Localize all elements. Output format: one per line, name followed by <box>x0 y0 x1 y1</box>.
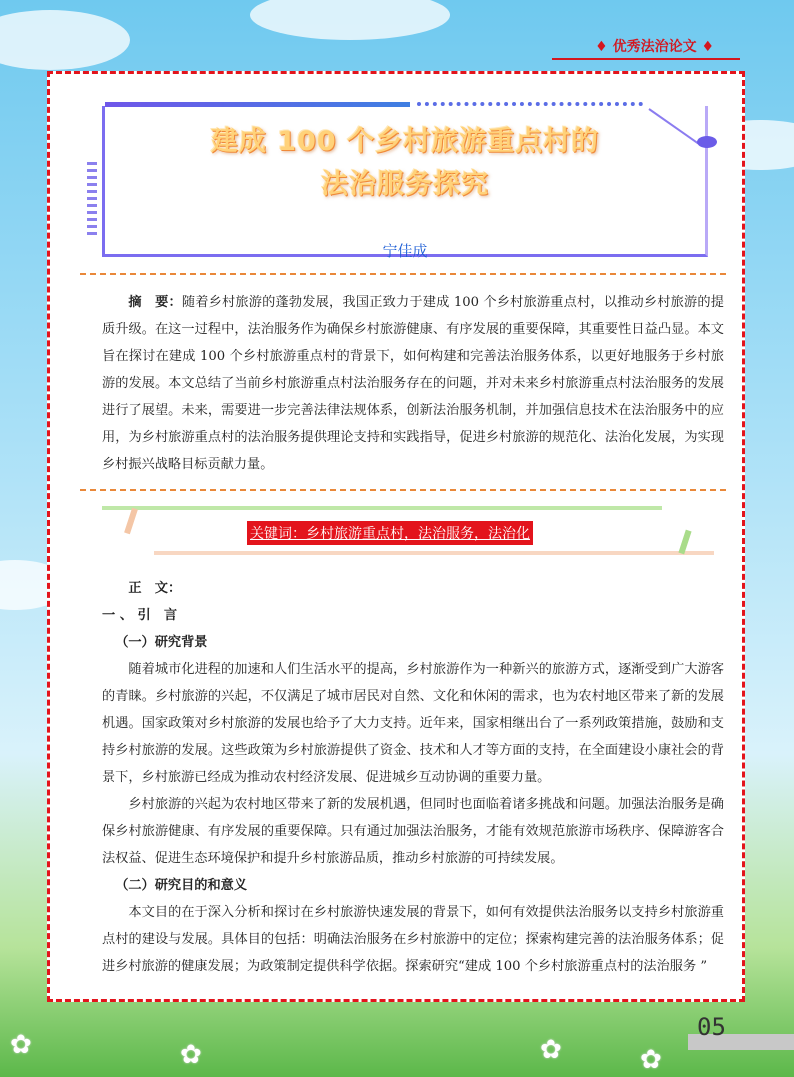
section-heading: 一 、 引 言 <box>102 608 178 623</box>
section-tag: ♦ 优秀法治论文 ♦ <box>595 39 714 55</box>
article-title <box>105 120 705 206</box>
flower-decoration: ✿ <box>10 1030 32 1060</box>
cloud-decoration <box>250 0 450 40</box>
flower-decoration: ✿ <box>640 1045 662 1075</box>
abstract <box>102 289 724 478</box>
title-top-bar <box>105 102 410 107</box>
flower-decoration: ✿ <box>540 1035 562 1065</box>
title-line-1: 建成 100 个乡村旅游重点村的 <box>210 126 600 157</box>
main-body <box>102 575 724 980</box>
author-name: 宁佳成 <box>382 242 428 260</box>
body-label: 正 文： <box>128 581 182 596</box>
subsection-heading-1: （一）研究背景 <box>115 635 208 650</box>
paragraph-2: 乡村旅游的兴起为农村地区带来了新的发展机遇，但同时也面临着诸多挑战和问题。加强法治服务是确保乡村旅游健康、有序发展的重要保障。只有通过加强法治服务，才能有效规范旅游市场秩序、保障游客合法权益、促进生态环境保护和提升乡村旅游品质，推动乡村旅游的可持续发展。 <box>102 797 724 866</box>
paragraph-1: 随着城市化进程的加速和人们生活水平的提高，乡村旅游作为一种新兴的旅游方式，逐渐受到广大游客的青睐。乡村旅游的兴起，不仅满足了城市居民对自然、文化和休闲的需求，也为农村地区带来了新的发展机遇。国家政策对乡村旅游的发展也给予了大力支持。近年来，国家相继出台了一系列政策措施，鼓励和支持乡村旅游的发展。这些政策为乡村旅游提供了资金、技术和人才等方面的支持，在全面建设小康社会的背景下，乡村旅游已经成为推动农村经济发展、促进城乡互动协调的重要力量。 <box>102 662 724 785</box>
subsection-heading-2: （二）研究目的和意义 <box>115 878 248 893</box>
divider-middle <box>80 489 726 491</box>
title-line-2: 法治服务探究 <box>321 169 489 200</box>
flower-decoration: ✿ <box>180 1040 202 1070</box>
keywords-line-bottom <box>154 551 714 555</box>
abstract-label: 摘 要： <box>128 295 182 310</box>
keywords-banner <box>102 506 722 566</box>
tag-underline <box>552 58 740 60</box>
keywords: 关键词：乡村旅游重点村，法治服务，法治化 <box>247 521 533 545</box>
title-box <box>102 106 708 260</box>
article-frame <box>47 71 745 1002</box>
paragraph-3: 本文目的在于深入分析和探讨在乡村旅游快速发展的背景下，如何有效提供法治服务以支持乡村旅游重点村的建设与发展。具体目的包括：明确法治服务在乡村旅游中的定位；探索构建完善的法治服务体系；促进乡村旅游的健康发展；为政策制定提供科学依据。探索研究“建成 100 个乡村旅游重点村的法治服务 ” <box>102 905 724 974</box>
cloud-decoration <box>0 10 130 70</box>
abstract-text: 随着乡村旅游的蓬勃发展，我国正致力于建成 100 个乡村旅游重点村，以推动乡村旅游的提质升级。在这一过程中，法治服务作为确保乡村旅游健康、有序发展的重要保障，其重要性日益凸显。本文旨在探讨在建成 100 个乡村旅游重点村的背景下，如何构建和完善法治服务体系，以更好地服务于乡村旅游的发展。本文总结了当前乡村旅游重点村法治服务存在的问题，并对未来乡村旅游重点村法治服务的发展进行了展望。未来，需要进一步完善法律法规体系，创新法治服务机制，并加强信息技术在法治服务中的应用，为乡村旅游重点村的法治服务提供理论支持和实践指导，促进乡村旅游的规范化、法治化发展，为实现乡村振兴战略目标贡献力量。 <box>102 295 724 472</box>
title-dotted-line <box>417 102 643 111</box>
page-number: 05 <box>697 1013 726 1041</box>
stripe-decoration <box>87 162 97 239</box>
keywords-stick-left <box>124 508 138 535</box>
keywords-line-top <box>102 506 662 510</box>
divider-top <box>80 273 726 275</box>
